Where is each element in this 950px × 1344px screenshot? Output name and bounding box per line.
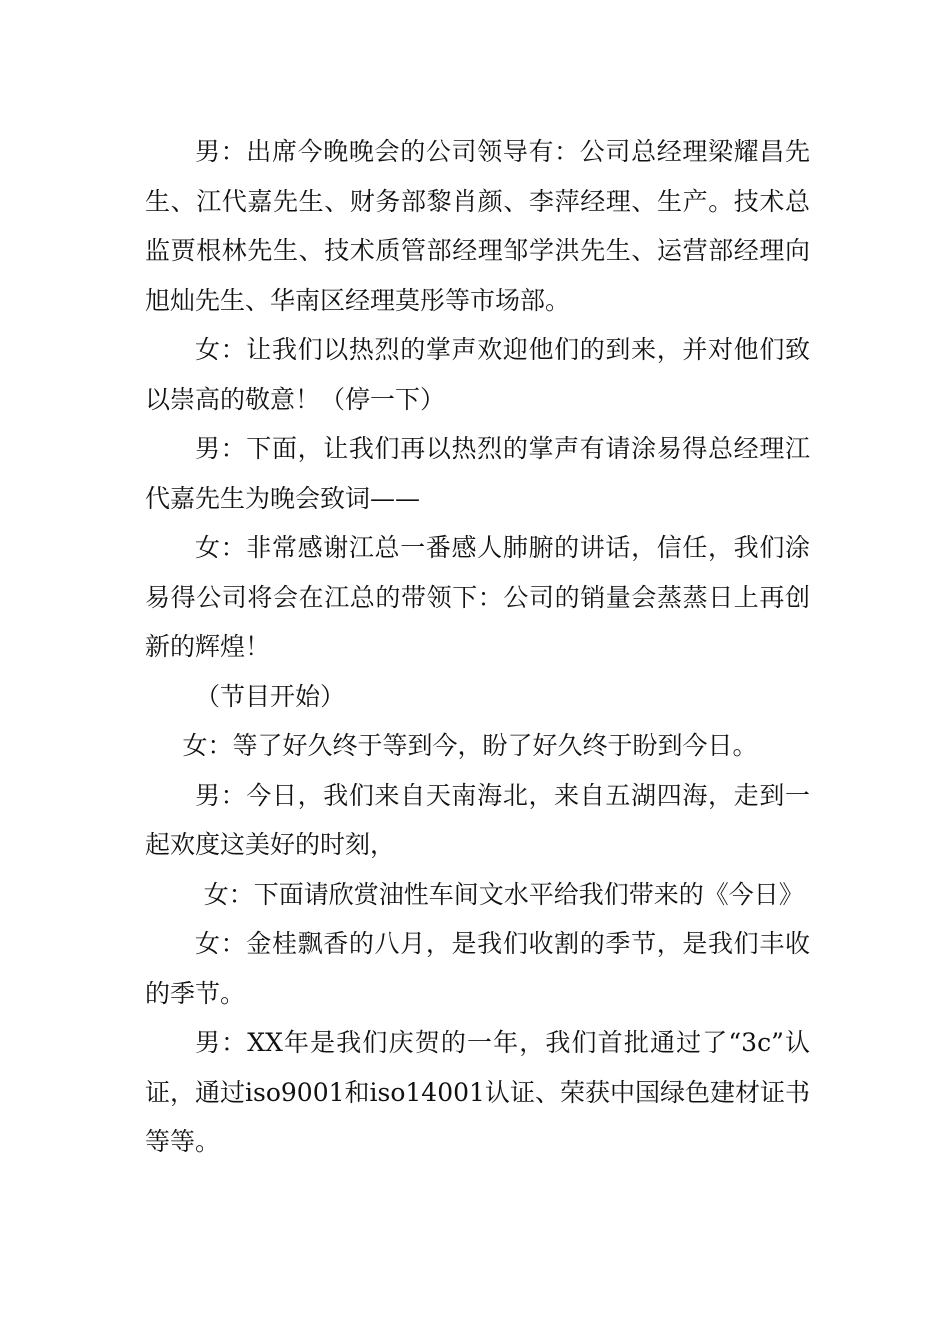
paragraph-2: 女：让我们以热烈的掌声欢迎他们的到来，并对他们致以崇高的敬意！（停一下） (145, 335, 810, 414)
paragraph-7: 男：今日，我们来自天南海北，来自五湖四海，走到一起欢度这美好的时刻， (145, 780, 810, 859)
paragraph-9: 女：金桂飘香的八月，是我们收割的季节，是我们丰收的季节。 (145, 929, 810, 1008)
paragraph-8: 女：下面请欣赏油性车间文水平给我们带来的《今日》 (203, 879, 804, 909)
paragraph-10: 男：XX年是我们庆贺的一年，我们首批通过了“3c”认证，通过iso9001和iso14001认证、荣获中国绿色建材证书等等。 (145, 1028, 810, 1156)
paragraph-4: 女：非常感谢江总一番感人肺腑的讲话，信任，我们涂易得公司将会在江总的带领下：公司的销量会蒸蒸日上再创新的辉煌！ (145, 533, 810, 661)
document-body (145, 127, 810, 1167)
paragraph-5: （节目开始） (195, 681, 346, 711)
paragraph-1: 男：出席今晚晚会的公司领导有：公司总经理梁耀昌先生、江代嘉先生、财务部黎肖颜、李萍经理、生产。技术总监贾根林先生、技术质管部经理邹学洪先生、运营部经理向旭灿先生、华南区经理莫彤等市场部。 (145, 137, 810, 315)
paragraph-6: 女：等了好久终于等到今，盼了好久终于盼到今日。 (182, 731, 758, 760)
paragraph-3: 男：下面，让我们再以热烈的掌声有请涂易得总经理江代嘉先生为晚会致词—— (145, 434, 810, 513)
